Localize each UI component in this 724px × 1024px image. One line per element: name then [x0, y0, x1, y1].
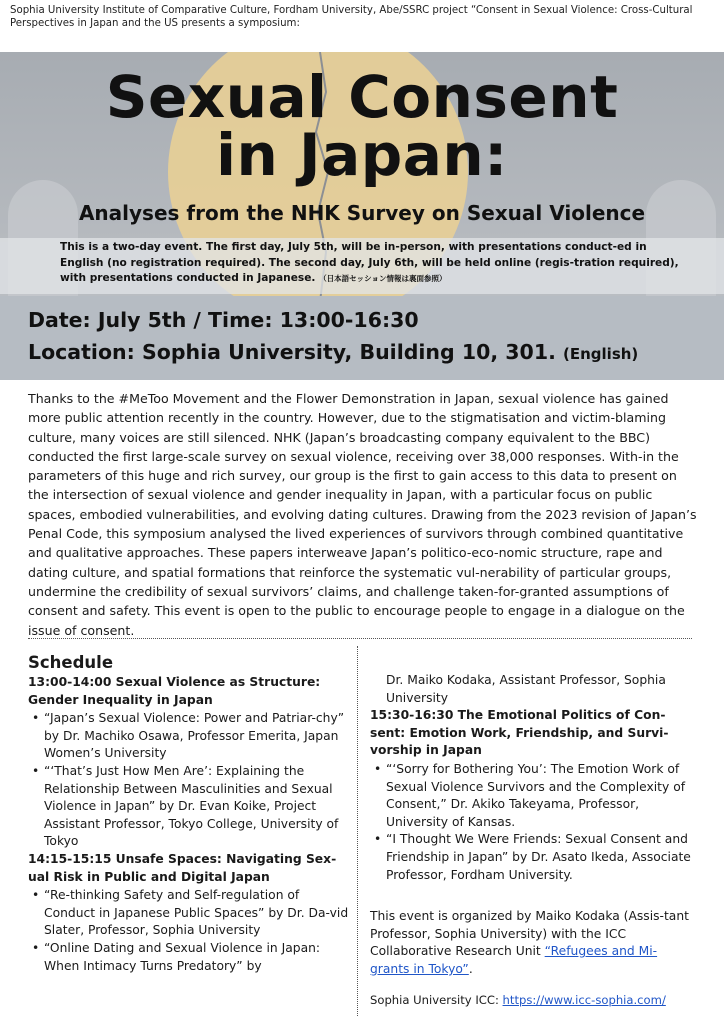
location-language: (English) [563, 345, 639, 363]
talk-item: • “Re-thinking Safety and Self-regulation of Conduct in Japanese Public Spaces” by Dr. Da-vid Slater, Professor, Sophia University [28, 887, 350, 940]
title-line-2: in Japan: [216, 121, 508, 189]
event-intro [60, 240, 680, 287]
research-unit-link[interactable]: “Refugees and Mi-grants in Tokyo” [370, 944, 658, 976]
icc-website-link[interactable]: https://www.icc-sophia.com/ [502, 992, 666, 1007]
talk-item: • “I Thought We Were Friends: Sexual Consent and Friendship in Japan” by Dr. Asato Ikeda, Associate Professor, Fordham University. [370, 831, 696, 884]
column-divider [357, 646, 358, 1016]
event-location [28, 338, 638, 368]
location-text: Location: Sophia University, Building 10, 301. [28, 340, 556, 364]
talk-list [28, 710, 350, 851]
talk-item: • “‘That’s Just How Men Are’: Explaining the Relationship Between Masculinities and Sexual Violence in Japan” by Dr. Evan Koike, Project Assistant Professor, Tokyo College, University of Tokyo [28, 763, 350, 851]
organizer-end: . [468, 961, 473, 976]
icc-contact [370, 992, 696, 1010]
japanese-session-note: （日本語セッション情報は裏面参照） [319, 274, 447, 283]
talk-list [370, 761, 696, 884]
title-line-1: Sexual Consent [105, 63, 619, 131]
talk-continued: Dr. Maiko Kodaka, Assistant Professor, Sophia University [386, 673, 666, 705]
subtitle: Analyses from the NHK Survey on Sexual Violence [78, 201, 646, 225]
description-paragraph: Thanks to the #MeToo Movement and the Flower Demonstration in Japan, sexual violence has gained more public attention recently in the country. However, due to the stigmatisation and victim-blaming culture, many voices are still silenced. NHK (Japan’s broadcasting company equivalent to the BBC) conducted the first large-scale survey on sexual violence, receiving over 38,000 responses. With-in the parameters of this huge and rich survey, our group is the first to gain access to this data to present on the intersection of sexual violence and gender inequality in Japan, with a particular focus on public spaces, embodied vulnerabilities, and evolving dating cultures. Drawing from the 2023 revision of Japan’s Penal Code, this symposium analysed the lived experiences of survivors through combined quantitative and qualitative approaches. These papers interweave Japan’s politico-eco-nomic structure, rape and dating culture, and spatial formations that reinforce the systematic vul-nerability of particular groups, undermine the credibility of sexual survivors’ claims, and challenge taken-for-granted assumptions of consent and safety. This event is open to the public to encourage people to engage in a dialogue on the issue of consent. [28, 391, 697, 638]
schedule-heading: Schedule [28, 653, 114, 672]
organizer-note [370, 908, 696, 978]
talk-item: • “Online Dating and Sexual Violence in Japan: When Intimacy Turns Predatory” by [28, 940, 350, 975]
header-note: Sophia University Institute of Comparative Culture, Fordham University, Abe/SSRC project “Consent in Sexual Violence: Cross-Cultural Perspectives in Japan and the US presents a symposium: [10, 5, 693, 29]
event-date: Date: July 5th / Time: 13:00-16:30 [28, 308, 419, 332]
icc-label: Sophia University ICC: [370, 992, 499, 1007]
section-divider [28, 638, 692, 639]
talk-item: • “‘Sorry for Bothering You’: The Emotion Work of Sexual Violence Survivors and the Complexity of Consent,” Dr. Akiko Takeyama, Professor, University of Kansas. [370, 761, 696, 831]
schedule-column-right [370, 672, 696, 1009]
slot-title: 14:15-15:15 Unsafe Spaces: Navigating Sex-ual Risk in Public and Digital Japan [28, 851, 337, 884]
schedule-column-left [28, 652, 350, 975]
organizer-text: This event is organized by Maiko Kodaka (Assis-tant Professor, Sophia University) with the ICC Collaborative Research Unit [370, 909, 689, 959]
talk-item: • “Japan’s Sexual Violence: Power and Patriar-chy” by Dr. Machiko Osawa, Professor Emerita, Japan Women’s University [28, 710, 350, 763]
talk-list [28, 887, 350, 975]
intro-text: This is a two-day event. The first day, July 5th, will be in-person, with presentations conduct-ed in English (no registration required). The second day, July 6th, will be held online (regis-tration required), with presentations conducted in Japanese. [60, 241, 679, 284]
slot-title: 15:30-16:30 The Emotional Politics of Con-sent: Emotion Work, Friendship, and Survi-vorship in Japan [370, 708, 669, 758]
slot-title: 13:00-14:00 Sexual Violence as Structure: Gender Inequality in Japan [28, 675, 321, 707]
